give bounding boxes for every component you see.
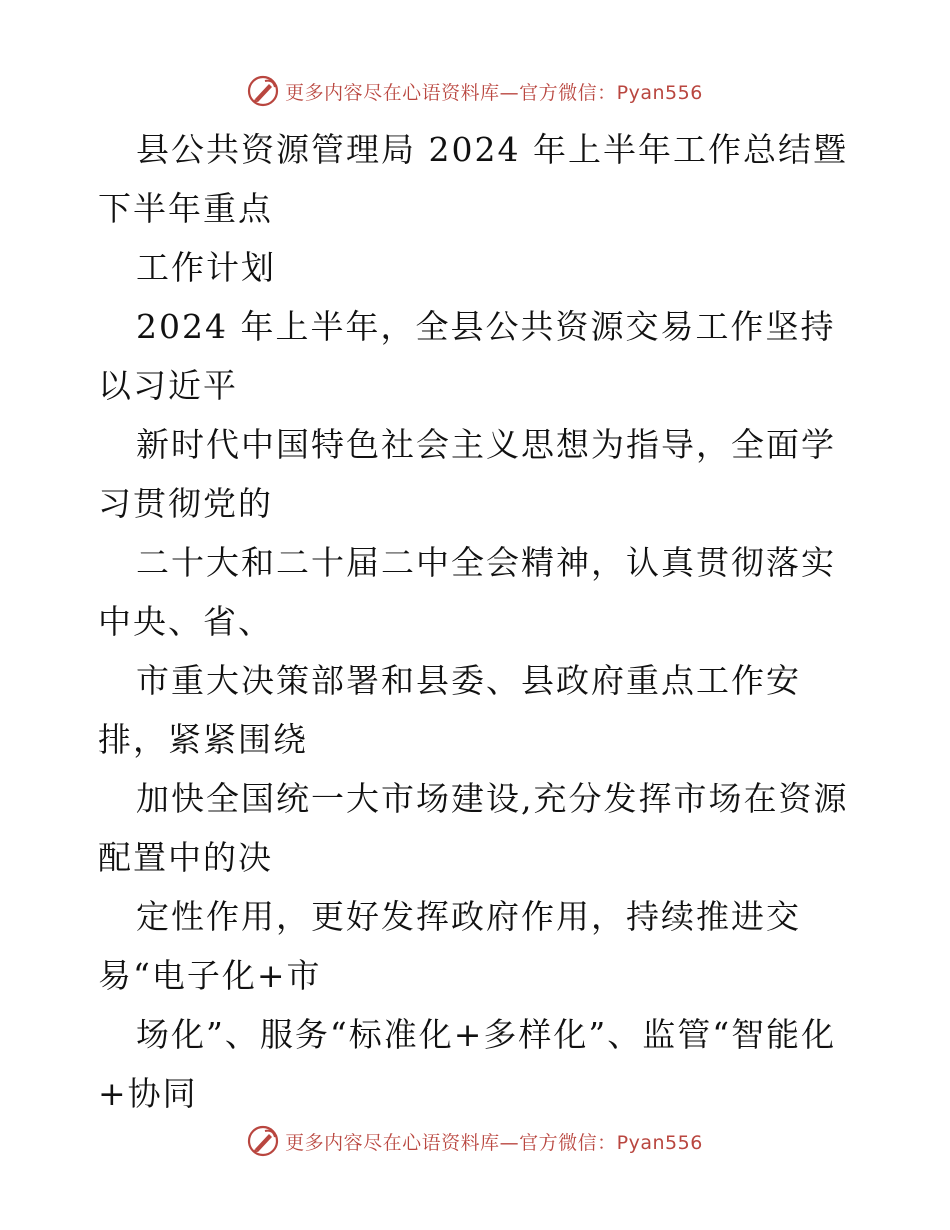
watermark-text: 更多内容尽在心语资料库—官方微信：Pyan556 xyxy=(285,81,703,104)
pen-logo-icon xyxy=(247,75,279,107)
body-line: 二十大和二十届二中全会精神，认真贯彻落实中央、省、 xyxy=(98,543,836,641)
watermark-banner-top xyxy=(0,71,950,111)
body-line: 场化”、服务“标准化+多样化”、监管“智能化+协同 xyxy=(98,1015,837,1113)
body-line: 2024 年上半年，全县公共资源交易工作坚持以习近平 xyxy=(98,307,836,405)
pen-logo-icon xyxy=(247,1125,279,1157)
body-line: 加快全国统一大市场建设,充分发挥市场在资源配置中的决 xyxy=(98,779,849,877)
body-line: 市重大决策部署和县委、县政府重点工作安排，紧紧围绕 xyxy=(98,661,801,759)
body-line: 新时代中国特色社会主义思想为指导，全面学习贯彻党的 xyxy=(98,425,836,523)
document-title: 县公共资源管理局 2024 年上半年工作总结暨下半年重点 xyxy=(98,130,848,228)
body-line: 定性作用，更好发挥政府作用，持续推进交易“电子化+市 xyxy=(98,897,801,995)
document-body xyxy=(98,120,858,1123)
document-subtitle: 工作计划 xyxy=(136,248,276,287)
watermark-text: 更多内容尽在心语资料库—官方微信：Pyan556 xyxy=(285,1131,703,1154)
watermark-banner-bottom xyxy=(0,1121,950,1161)
